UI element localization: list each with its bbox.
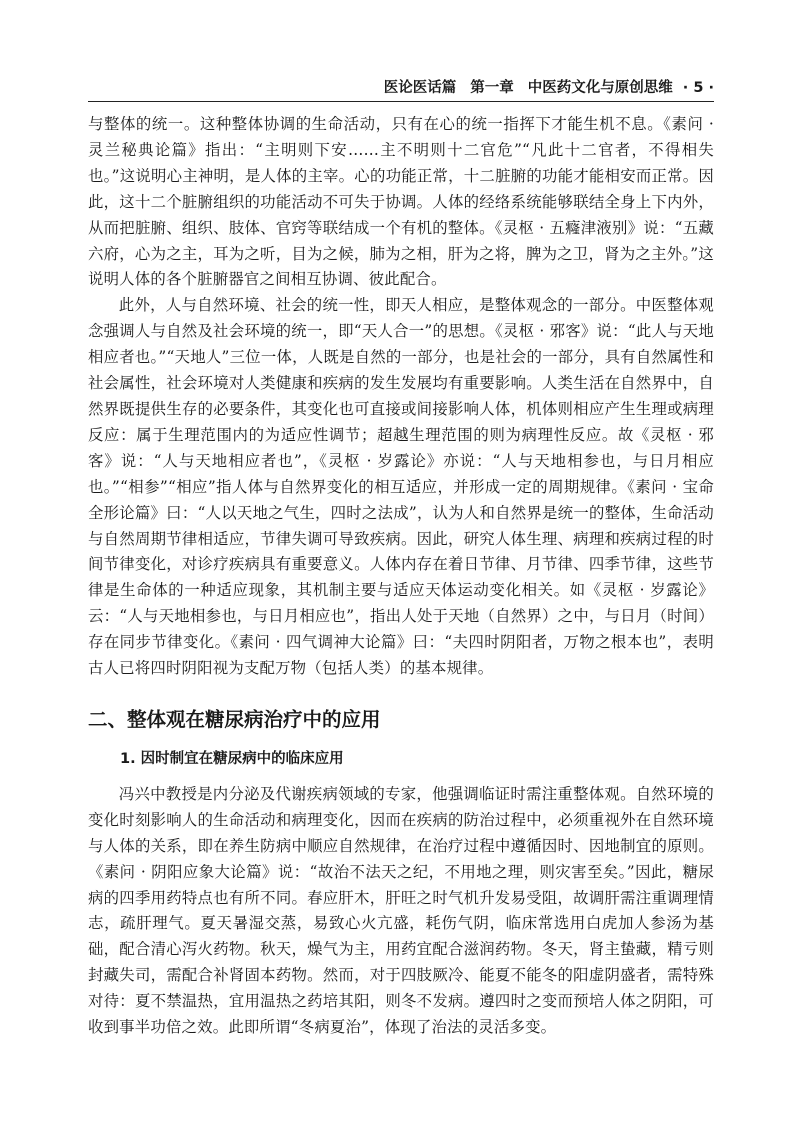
paragraph-1: 与整体的统一。这种整体协调的生命活动，只有在心的统一指挥下才能生机不息。《素问 · 灵兰秘典论篇》指出：“主明则下安……主不明则十二官危”“凡此十二官者，不得相失也。”这说明心主神明，是人体的主宰。心的功能正常，十二脏腑的功能才能相安而正常。因此，这十二个脏腑组织的功能活动不可失于协调。人体的经络系统能够联结全身上下内外，从而把脏腑、组织、肢体、官窍等联结成一个有机的整体。《灵枢 · 五癃津液别》说：“五藏六府，心为之主，耳为之听，目为之候，肺为之相，肝为之将，脾为之卫，肾为之主外。”这说明人体的各个脏腑器官之间相互协调、彼此配合。 [88, 115, 714, 289]
header-chapter-title: 中医药文化与原创思维 [527, 80, 673, 96]
paragraph-2: 此外，人与自然环境、社会的统一性，即天人相应，是整体观念的一部分。中医整体观念强调人与自然及社会环境的统一，即“天人合一”的思想。《灵枢 · 邪客》说：“此人与天地相应者也。”“天地人”三位一体，人既是自然的一部分，也是社会的一部分，具有自然属性和社会属性，社会环境对人类健康和疾病的发生发展均有重要影响。人类生活在自然界中，自然界既提供生存的必要条件，其变化也可直接或间接影响人体，机体则相应产生生理或病理反应：属于生理范围内的为适应性调节；超越生理范围的则为病理性反应。故《灵枢 · 邪客》说：“人与天地相应者也”，《灵枢 · 岁露论》亦说：“人与天地相参也，与日月相应也。”“相参”“相应”指人体与自然界变化的相互适应，并形成一定的周期规律。《素问 · 宝命全形论篇》曰：“人以天地之气生，四时之法成”，认为人和自然界是统一的整体，生命活动与自然周期节律相适应，节律失调可导致疾病。因此，研究人体生理、病理和疾病过程的时间节律变化，对诊疗疾病具有重要意义。人体内存在着日节律、月节律、四季节律，这些节律是生命体的一种适应现象，其机制主要与适应天体运动变化相关。如《灵枢 · 岁露论》云：“人与天地相参也，与日月相应也”，指出人处于天地（自然界）之中，与日月（时间）存在同步节律变化。《素问 · 四气调神大论篇》曰：“夫四时阴阳者，万物之根本也”，表明古人已将四时阴阳视为支配万物（包括人类）的基本规律。 [88, 296, 714, 678]
page-number: · 5 · [682, 80, 714, 96]
section-heading: 二、整体观在糖尿病治疗中的应用 [88, 707, 381, 731]
running-header [88, 76, 714, 100]
header-section: 医论医话篇 [383, 80, 457, 96]
paragraph-3: 冯兴中教授是内分泌及代谢疾病领域的专家，他强调临证时需注重整体观。自然环境的变化时刻影响人的生命活动和病理变化，因而在疾病的防治过程中，必须重视外在自然环境与人体的关系，即在养生防病中顺应自然规律，在治疗过程中遵循因时、因地制宜的原则。《素问 · 阴阳应象大论篇》说：“故治不法天之纪，不用地之理，则灾害至矣。”因此，糖尿病的四季用药特点也有所不同。春应肝木，肝旺之时气机升发易受阻，故调肝需注重调理情志，疏肝理气。夏天暑湿交蒸，易致心火亢盛，耗伤气阴，临床常选用白虎加人参汤为基础，配合清心泻火药物。秋天，燥气为主，用药宜配合滋润药物。冬天，肾主蛰藏，精亏则封藏失司，需配合补肾固本药物。然而，对于四肢厥冷、能夏不能冬的阳虚阴盛者，需特殊对待：夏不禁温热，宜用温热之药培其阳，则冬不发病。遵四时之变而预培人体之阴阳，可收到事半功倍之效。此即所谓“冬病夏治”，体现了治法的灵活多变。 [88, 784, 714, 1037]
header-chapter: 第一章 [470, 80, 514, 96]
subsection-heading: 1. 因时制宜在糖尿病中的临床应用 [120, 750, 344, 767]
header-rule [88, 101, 714, 102]
body-text [88, 112, 714, 1041]
